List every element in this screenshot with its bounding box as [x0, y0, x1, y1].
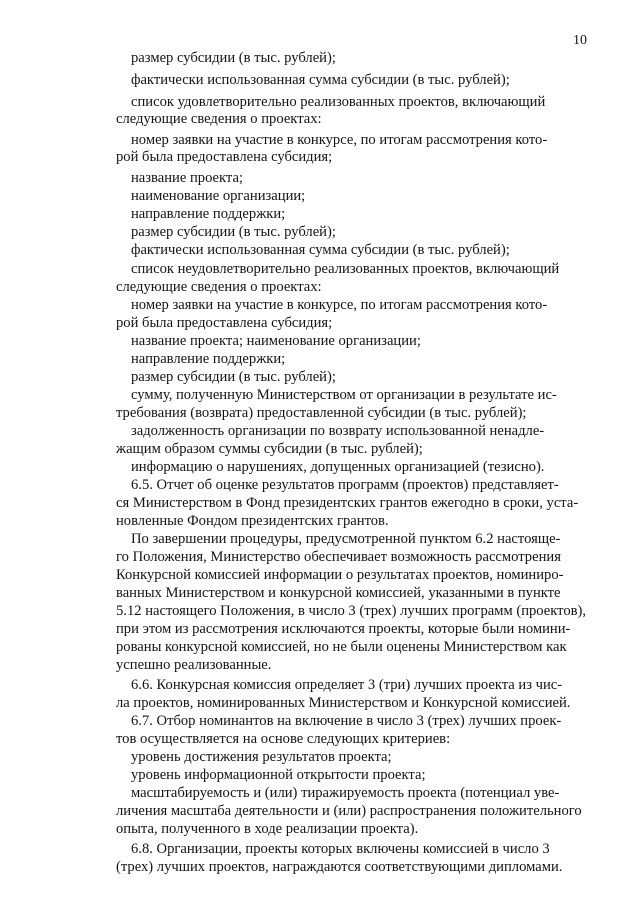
text-line: следующие сведения о проектах:	[116, 279, 322, 295]
text-line: жащим образом суммы субсидии (в тыс. рублей);	[116, 441, 423, 457]
text-line: успешно реализованные.	[116, 657, 272, 673]
text-line: 6.5. Отчет об оценке результатов программ (проектов) представляет-	[131, 477, 559, 493]
text-line: направление поддержки;	[131, 351, 286, 367]
text-line: новленные Фондом президентских грантов.	[116, 513, 389, 529]
text-line: при этом из рассмотрения исключаются проекты, которые были номини-	[116, 621, 571, 637]
text-line: размер субсидии (в тыс. рублей);	[131, 50, 336, 66]
text-line: размер субсидии (в тыс. рублей);	[131, 369, 336, 385]
text-line: По завершении процедуры, предусмотренной пунктом 6.2 настояще-	[131, 531, 561, 547]
text-line: 5.12 настоящего Положения, в число 3 (трех) лучших программ (проектов),	[116, 603, 587, 619]
text-line: фактически использованная сумма субсидии (в тыс. рублей);	[131, 72, 510, 88]
text-line: масштабируемость и (или) тиражируемость проекта (потенциал уве-	[131, 785, 560, 801]
text-line: уровень информационной открытости проекта;	[131, 767, 426, 783]
text-line: рой была предоставлена субсидия;	[116, 315, 333, 331]
text-line: го Положения, Министерство обеспечивает возможность рассмотрения	[116, 549, 561, 565]
text-line: размер субсидии (в тыс. рублей);	[131, 224, 336, 240]
text-line: личения масштаба деятельности и (или) распространения положительного	[116, 803, 582, 819]
text-line: 6.7. Отбор номинантов на включение в число 3 (трех) лучших проек-	[131, 713, 562, 729]
text-line: тов осуществляется на основе следующих критериев:	[116, 731, 451, 747]
text-line: рованы конкурсной комиссией, но не были оценены Министерством как	[116, 639, 567, 655]
text-line: номер заявки на участие в конкурсе, по итогам рассмотрения кото-	[131, 132, 548, 148]
text-line: задолженность организации по возврату использованной ненадле-	[131, 423, 545, 439]
text-line: ванных Министерством и конкурсной комиссией, указанными в пункте	[116, 585, 561, 601]
text-line: название проекта;	[131, 170, 244, 186]
text-line: номер заявки на участие в конкурсе, по итогам рассмотрения кото-	[131, 297, 548, 313]
text-line: следующие сведения о проектах:	[116, 111, 322, 127]
text-line: рой была предоставлена субсидия;	[116, 149, 333, 165]
page-number: 10	[573, 33, 587, 48]
text-line: направление поддержки;	[131, 206, 286, 222]
text-line: ся Министерством в Фонд президентских грантов ежегодно в сроки, уста-	[116, 495, 579, 511]
text-line: 6.6. Конкурсная комиссия определяет 3 (три) лучших проекта из чис-	[131, 677, 563, 693]
text-line: уровень достижения результатов проекта;	[131, 749, 392, 765]
text-line: опыта, полученного в ходе реализации проекта).	[116, 821, 419, 837]
text-line: список неудовлетворительно реализованных проектов, включающий	[131, 261, 560, 277]
text-line: наименование организации;	[131, 188, 306, 204]
text-line: информацию о нарушениях, допущенных организацией (тезисно).	[131, 459, 545, 475]
text-line: ла проектов, номинированных Министерством и Конкурсной комиссией.	[116, 695, 571, 711]
text-line: сумму, полученную Министерством от организации в результате ис-	[131, 387, 557, 403]
text-line: фактически использованная сумма субсидии (в тыс. рублей);	[131, 242, 510, 258]
text-line: название проекта; наименование организации;	[131, 333, 421, 349]
text-line: (трех) лучших проектов, награждаются соответствующими дипломами.	[116, 859, 563, 875]
text-line: Конкурсной комиссией информации о результатах проектов, номиниро-	[116, 567, 564, 583]
text-line: 6.8. Организации, проекты которых включены комиссией в число 3	[131, 841, 550, 857]
text-line: требования (возврата) предоставленной субсидии (в тыс. рублей);	[116, 405, 527, 421]
text-line: список удовлетворительно реализованных проектов, включающий	[131, 94, 546, 110]
